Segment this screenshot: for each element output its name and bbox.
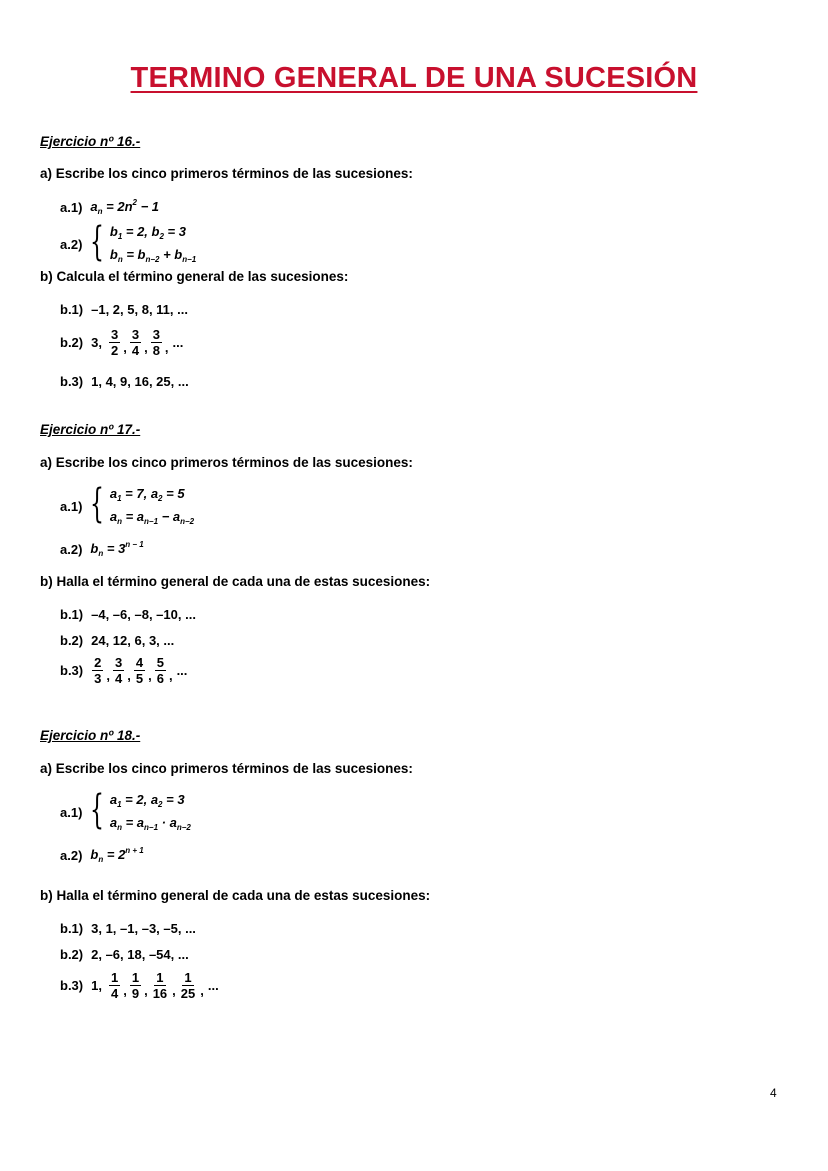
fraction xyxy=(92,656,103,685)
denominator: 5 xyxy=(135,671,144,686)
fraction-sequence xyxy=(91,328,183,357)
exercise-18-a2 xyxy=(60,846,144,864)
numerator: 4 xyxy=(135,655,144,670)
exercise-17-a1 xyxy=(60,481,195,528)
fraction xyxy=(155,656,166,685)
exercise-18-part-b: b) Halla el término general de cada una de estas sucesiones: xyxy=(40,888,431,903)
denominator: 16 xyxy=(152,986,168,1001)
item-label: b.3) xyxy=(60,978,84,993)
exercise-17-b1 xyxy=(60,607,196,622)
sequence-lead: 1, xyxy=(91,978,102,993)
recurrence-system xyxy=(90,481,195,528)
exercise-17-b2 xyxy=(60,633,174,648)
fraction xyxy=(109,971,120,1000)
item-label: a.2) xyxy=(60,541,83,557)
comma-separator: , xyxy=(168,668,173,683)
comma-separator: , xyxy=(144,340,148,355)
denominator: 3 xyxy=(94,671,102,686)
fraction xyxy=(130,971,141,1000)
exercise-18-a1 xyxy=(60,787,191,834)
recurrence-system xyxy=(90,219,197,266)
denominator: 4 xyxy=(110,986,119,1001)
numerator: 5 xyxy=(156,655,164,670)
fraction xyxy=(151,971,169,1000)
numerator: 1 xyxy=(131,970,140,985)
exercise-17-part-a: a) Escribe los cinco primeros términos de las sucesiones: xyxy=(40,455,413,470)
item-label: a.1) xyxy=(60,199,83,215)
ellipsis: ... xyxy=(207,978,219,993)
denominator: 25 xyxy=(180,986,196,1001)
exercise-18-b2 xyxy=(60,947,189,962)
exercise-17-part-b: b) Halla el término general de cada una de estas sucesiones: xyxy=(40,574,431,589)
system-line-2: $b_n = b_{n-2} + b_{n-1}$ xyxy=(109,247,197,264)
item-label: a.2) xyxy=(60,236,83,252)
fraction xyxy=(134,656,145,685)
comma-separator: , xyxy=(106,668,110,683)
fraction-sequence xyxy=(91,656,187,685)
exercise-16-part-a: a) Escribe los cinco primeros términos de las sucesiones: xyxy=(40,166,413,181)
fraction-sequence xyxy=(91,971,219,1000)
formula-a1: $a_n = 2n^2 - 1$ xyxy=(90,198,160,216)
system-line-1: $a_1 = 2$, $a_2 = 3$ xyxy=(109,792,185,809)
fraction xyxy=(130,328,141,357)
denominator: 4 xyxy=(114,671,123,686)
comma-separator: , xyxy=(148,668,152,683)
exercise-16-title: Ejercicio nº 16.- xyxy=(40,134,141,149)
numerator: 3 xyxy=(152,327,160,342)
item-label: b.1) xyxy=(60,607,84,622)
numerator: 3 xyxy=(114,655,123,670)
item-label: a.1) xyxy=(60,804,83,820)
exercise-16-b3 xyxy=(60,374,189,389)
comma-separator: , xyxy=(164,340,169,355)
formula-a2: $b_n = 3^{n - 1}$ xyxy=(90,540,144,558)
exercise-16-b1 xyxy=(60,302,188,317)
brace-icon: { xyxy=(90,219,105,265)
item-label: b.2) xyxy=(60,633,84,648)
item-label: b.3) xyxy=(60,663,84,678)
system-line-1: $b_1 = 2$, $b_2 = 3$ xyxy=(109,224,186,241)
exercise-17-title: Ejercicio nº 17.- xyxy=(40,422,141,437)
exercise-18-title: Ejercicio nº 18.- xyxy=(40,728,141,743)
system-line-2: $a_n = a_{n-1} \cdot a_{n-2}$ xyxy=(109,815,191,832)
sequence-b1: –4, –6, –8, –10, ... xyxy=(91,607,196,622)
sequence-b2: 24, 12, 6, 3, ... xyxy=(91,633,175,648)
item-label: a.1) xyxy=(60,498,83,514)
sequence-b1: –1, 2, 5, 8, 11, ... xyxy=(91,302,188,317)
denominator: 9 xyxy=(131,986,140,1001)
denominator: 6 xyxy=(156,671,164,686)
recurrence-system xyxy=(90,787,191,834)
comma-separator: , xyxy=(172,983,176,998)
fraction xyxy=(179,971,197,1000)
exercise-16-a2 xyxy=(60,219,197,266)
brace-icon: { xyxy=(90,787,105,833)
ellipsis: ... xyxy=(176,663,188,678)
denominator: 8 xyxy=(152,343,160,358)
item-label: a.2) xyxy=(60,847,83,863)
comma-separator: , xyxy=(127,668,131,683)
item-label: b.3) xyxy=(60,374,84,389)
ellipsis: ... xyxy=(172,335,184,350)
numerator: 1 xyxy=(184,970,192,985)
sequence-b3: 1, 4, 9, 16, 25, ... xyxy=(91,374,189,389)
comma-separator: , xyxy=(200,983,204,998)
sequence-b1: 3, 1, –1, –3, –5, ... xyxy=(91,921,196,936)
exercise-17-b3 xyxy=(60,656,187,685)
item-label: b.2) xyxy=(60,335,84,350)
exercise-18-part-a: a) Escribe los cinco primeros términos de las sucesiones: xyxy=(40,761,413,776)
system-line-2: $a_n = a_{n-1} - a_{n-2}$ xyxy=(109,509,195,526)
numerator: 1 xyxy=(156,970,164,985)
exercise-17-a2 xyxy=(60,540,144,558)
exercise-18-b1 xyxy=(60,921,196,936)
numerator: 1 xyxy=(110,970,119,985)
page-number: 4 xyxy=(770,1086,777,1100)
numerator: 2 xyxy=(94,655,102,670)
formula-a2: $b_n = 2^{n + 1}$ xyxy=(90,846,144,864)
exercise-16-a1 xyxy=(60,198,159,216)
sequence-lead: 3, xyxy=(91,335,102,350)
item-label: b.2) xyxy=(60,947,84,962)
sequence-b2: 2, –6, 18, –54, ... xyxy=(91,947,189,962)
exercise-16-b2 xyxy=(60,328,183,357)
brace-icon: { xyxy=(90,481,105,527)
comma-separator: , xyxy=(123,983,127,998)
fraction xyxy=(109,328,120,357)
item-label: b.1) xyxy=(60,921,84,936)
page-title: TERMINO GENERAL DE UNA SUCESIÓN xyxy=(130,62,698,94)
exercise-18-b3 xyxy=(60,971,219,1000)
comma-separator: , xyxy=(123,340,127,355)
denominator: 2 xyxy=(110,343,119,358)
item-label: b.1) xyxy=(60,302,84,317)
numerator: 3 xyxy=(131,327,140,342)
exercise-16-part-b: b) Calcula el término general de las sucesiones: xyxy=(40,269,349,284)
fraction xyxy=(151,328,162,357)
numerator: 3 xyxy=(110,327,119,342)
denominator: 4 xyxy=(131,343,140,358)
fraction xyxy=(113,656,124,685)
comma-separator: , xyxy=(144,983,148,998)
system-line-1: $a_1 = 7$, $a_2 = 5$ xyxy=(109,486,185,503)
